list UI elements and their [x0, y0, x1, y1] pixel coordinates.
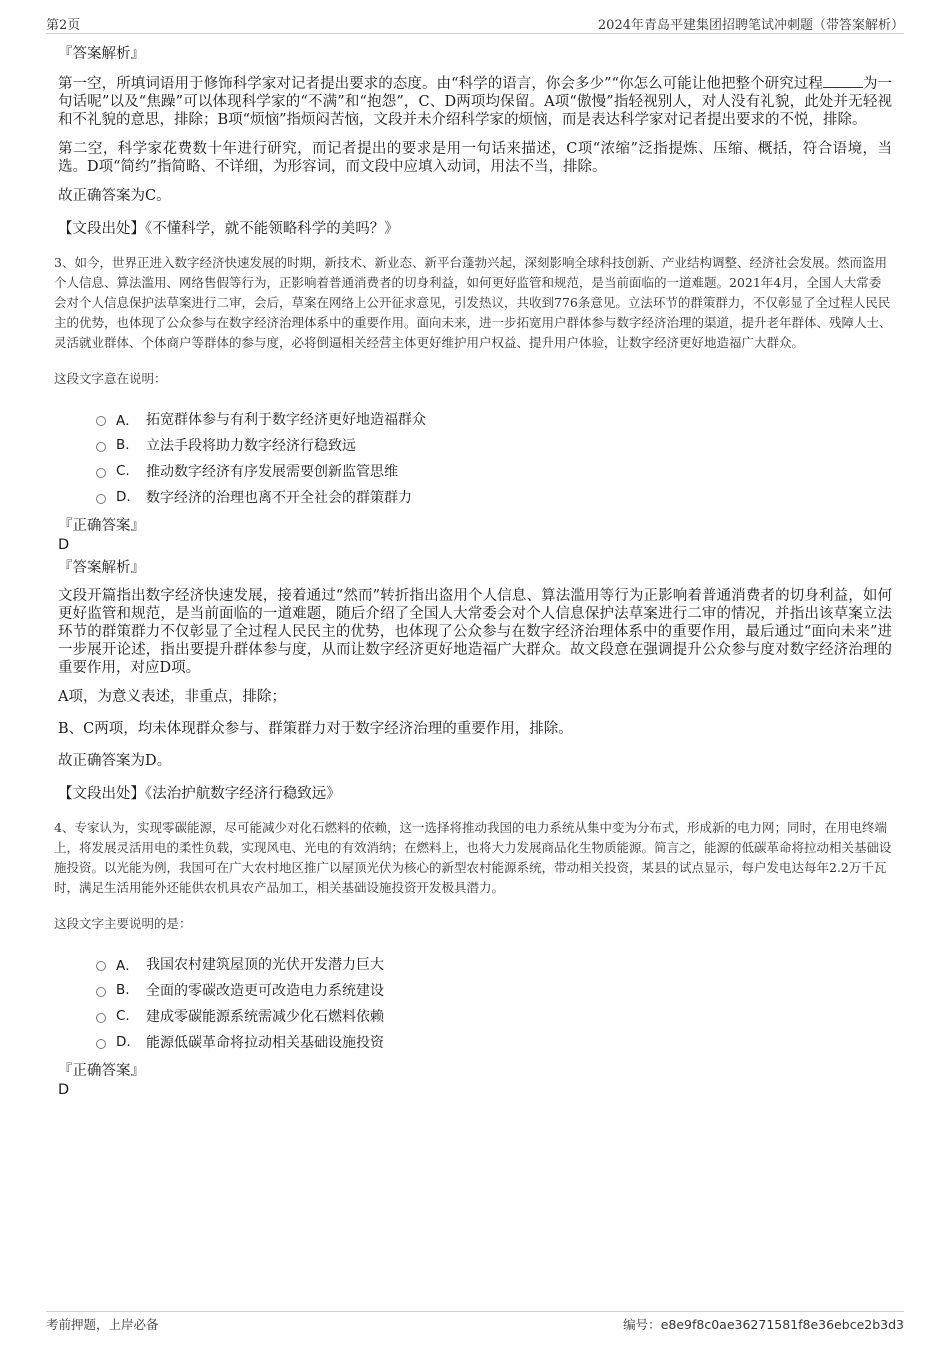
option-text: 立法手段将助力数字经济行稳致远 — [146, 438, 356, 454]
conclusion: 故正确答案为C。 — [58, 188, 171, 204]
option-letter: C. — [116, 463, 130, 479]
source-citation: 【文段出处】《不懂科学，就不能领略科学的美吗？》 — [58, 221, 399, 237]
page-footer — [46, 1311, 904, 1334]
option-text: 全面的零碳改造更可改造电力系统建设 — [146, 983, 384, 999]
option-letter: B. — [116, 982, 130, 998]
question-4-options — [96, 951, 892, 1055]
option-letter: B. — [116, 437, 130, 453]
document-code-value: e8e9f8c0ae36271581f8e36ebce2b3d3 — [660, 1317, 904, 1332]
fill-blank — [823, 73, 863, 88]
option-letter: A． — [116, 413, 139, 429]
option-text: 建成零碳能源系统需减少化石燃料依赖 — [146, 1009, 384, 1025]
option-letter: D. — [116, 489, 131, 505]
radio-icon[interactable] — [96, 494, 106, 504]
correct-answer-label: 『正确答案』 — [58, 1063, 145, 1079]
question-3-text: 3、如今，世界正进入数字经济快速发展的时期，新技术、新业态、新平台蓬勃兴起，深刻影响全球科技创新、产业结构调整、经济社会发展。然而盗用个人信息、算法滥用、网络售假等行为，正影响着普通消费者的切身利益，如何更好监管和规范，是当前面临的一道难题。2021年4月，全国人大常委会对个人信息保护法草案进行二审，会后，草案在网络上公开征求意见，引发热议，共收到776条意见。立法环节的群策群力，不仅彰显了全过程人民民主的优势，也体现了公众参与在数字经济治理体系中的重要作用。面向未来，进一步拓宽用户群体参与数字经济治理的渠道，提升老年群体、残障人士、灵活就业群体、个体商户等群体的参与度，必将倒逼相关经营主体更好维护用户权益、提升用户体验，让数字经济更好地造福广大群众。 — [54, 255, 892, 350]
analysis-label: 『答案解析』 — [58, 46, 145, 62]
option-text: 拓宽群体参与有利于数字经济更好地造福群众 — [146, 412, 426, 428]
radio-icon[interactable] — [96, 1013, 106, 1023]
analysis-paragraph-3: B、C两项，均未体现群众参与、群策群力对于数字经济治理的重要作用，排除。 — [58, 721, 573, 737]
option-text: 能源低碳革命将拉动相关基础设施投资 — [146, 1035, 384, 1051]
question-4-text: 4、专家认为，实现零碳能源，尽可能减少对化石燃料的依赖，这一选择将推动我国的电力系统从集中变为分布式，形成新的电力网；同时，在用电终端上，将发展灵活用电的柔性负载，实现风电、光电的有效消纳；在燃料上，也将大力发展商品化生物质能源。简言之，能源的低碳革命将拉动相关基础设施投资。以光能为例，我国可在广大农村地区推广以屋顶光伏为核心的新型农村能源系统，带动相关投资，某县的试点显示，每户发电达每年2.2万千瓦时，满足生活用能外还能供农机具农产品加工，相关基础设施投资开发极具潜力。 — [54, 820, 892, 895]
correct-answer-label: 『正确答案』 — [58, 518, 145, 534]
analysis-paragraph-2: A项，为意义表述，非重点，排除； — [58, 689, 286, 705]
analysis-paragraph-1: 文段开篇指出数字经济快速发展，接着通过“然而”转折指出盗用个人信息、算法滥用等行为正影响着普通消费者的切身利益，如何更好监管和规范，是当前面临的一道难题，随后介绍了全国人大常委会对个人信息保护法草案进行二审的情况，并指出该草案立法环节的群策群力不仅彰显了全过程人民民主的优势，也体现了公众参与在数字经济治理体系中的重要作用，最后通过“面向未来”进一步展开论述，指出要提升群体参与度，从而让数字经济更好地造福广大群众。故文段意在强调提升公众参与度对数字经济治理的重要作用，对应D项。 — [58, 588, 892, 676]
source-citation: 【文段出处】《法治护航数字经济行稳致远》 — [58, 786, 341, 802]
option-b[interactable] — [96, 432, 892, 458]
radio-icon[interactable] — [96, 987, 106, 997]
option-letter: C. — [116, 1008, 130, 1024]
document-code-label: 编号： — [623, 1317, 661, 1332]
page-content — [54, 44, 893, 1103]
option-c[interactable] — [96, 458, 892, 484]
option-text: 推动数字经济有序发展需要创新监管思维 — [146, 464, 398, 480]
radio-icon[interactable] — [96, 442, 106, 452]
radio-icon[interactable] — [96, 961, 106, 971]
page-number: 第2页 — [46, 18, 81, 33]
analysis-text-after-blank: 为一句话呢”以及“焦躁”可以体现科学家的“不满”和“抱怨”，C、D两项均保留。A项“傲慢”指轻视别人，对人没有礼貌，此处并无轻视和不礼貌的意思，排除；B项“烦恼”指烦闷苦恼，文段并未介绍科学家的烦恼，而是表达科学家对记者提出要求的不悦，排除。 — [58, 76, 893, 128]
option-d[interactable] — [96, 484, 892, 510]
option-letter: D. — [116, 1034, 131, 1050]
option-text: 我国农村建筑屋顶的光伏开发潜力巨大 — [146, 957, 384, 973]
option-a[interactable] — [96, 406, 892, 432]
radio-icon[interactable] — [96, 468, 106, 478]
analysis-text-before-blank: 第一空，所填词语用于修饰科学家对记者提出要求的态度。由“科学的语言，你会多少”“你怎么可能让他把整个研究过程 — [58, 76, 823, 92]
option-b[interactable] — [96, 977, 892, 1003]
option-a[interactable] — [96, 951, 892, 977]
analysis-paragraph-1 — [58, 73, 892, 129]
radio-icon[interactable] — [96, 1039, 106, 1049]
document-title: 2024年青岛平建集团招聘笔试冲刺题（带答案解析） — [597, 18, 904, 33]
footer-slogan: 考前押题，上岸必备 — [46, 1317, 159, 1332]
option-text: 数字经济的治理也离不开全社会的群策群力 — [146, 490, 412, 506]
correct-answer-value: D — [58, 537, 70, 553]
question-4-prompt: 这段文字主要说明的是： — [54, 916, 192, 931]
conclusion: 故正确答案为D。 — [58, 753, 172, 769]
correct-answer-value: D — [58, 1082, 70, 1098]
analysis-paragraph-2: 第二空，科学家花费数十年进行研究，而记者提出的要求是用一句话来描述，C项“浓缩”泛指提炼、压缩、概括，符合语境，当选。D项“简约”指简略、不详细，为形容词，而文段中应填入动词，用法不当，排除。 — [58, 141, 892, 175]
analysis-label: 『答案解析』 — [58, 560, 145, 576]
option-letter: A． — [116, 958, 139, 974]
radio-icon[interactable] — [96, 416, 106, 426]
question-3-options — [96, 406, 892, 510]
question-3-prompt: 这段文字意在说明： — [54, 371, 167, 386]
document-code — [623, 1315, 904, 1333]
page-header — [46, 13, 904, 34]
option-c[interactable] — [96, 1003, 892, 1029]
option-d[interactable] — [96, 1029, 892, 1055]
